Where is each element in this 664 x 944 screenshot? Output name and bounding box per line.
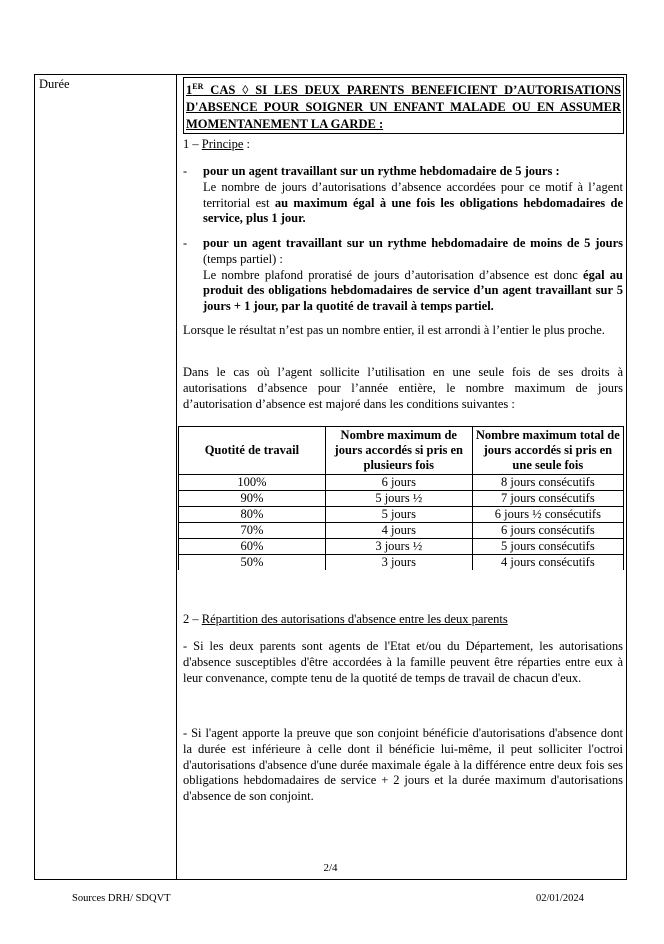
table-cell: 90%: [179, 491, 326, 507]
bullet-part-time-text: Le nombre plafond proratisé de jours d’autorisation d’absence est donc: [203, 267, 584, 282]
table-cell: 7 jours consécutifs: [472, 491, 623, 507]
footer-source: Sources DRH/ SDQVT: [72, 893, 171, 904]
repartition-paragraph-1: - Si les deux parents sont agents de l'Etat et/ou du Département, les autorisations d'absence susceptibles d'être accordées à la famille peuvent être réparties entre eux à leur convenance, compte tenu de la quotité de temps de travail de chacun d'eux.: [183, 639, 623, 685]
table-cell: 5 jours: [325, 507, 472, 523]
principe-title: Principe: [201, 137, 244, 151]
table-cell: 6 jours consécutifs: [472, 523, 623, 539]
bullet-part-time: [203, 236, 623, 315]
case-number: 1: [186, 83, 193, 98]
bullet-dash: -: [183, 236, 188, 250]
principe-heading: [183, 137, 623, 153]
table-cell: 5 jours ½: [325, 491, 472, 507]
table-row: [179, 555, 624, 571]
repartition-title: Répartition des autorisations d'absence entre les deux parents: [201, 612, 508, 626]
table-header: Nombre maximum total de jours accordés si pris en une seule fois: [472, 427, 623, 475]
table-cell: 3 jours ½: [325, 539, 472, 555]
table-header: Nombre maximum de jours accordés si pris en plusieurs fois: [325, 427, 472, 475]
bullet-5-days-title: pour un agent travaillant sur un rythme hebdomadaire de 5 jours :: [203, 164, 560, 178]
repartition-prefix: 2 –: [183, 612, 202, 626]
case-heading-text: CAS ◊ SI LES DEUX PARENTS BENEFICIENT D’AUTORISATIONS D'ABSENCE POUR SOIGNER UN ENFANT MALADE OU EN ASSUMER MOMENTANEMENT LA GARDE :: [186, 83, 621, 132]
table-row: [179, 507, 624, 523]
table-row: [179, 523, 624, 539]
table-cell: 6 jours: [325, 475, 472, 491]
principe-prefix: 1 –: [183, 137, 202, 151]
column-divider: [176, 75, 177, 879]
principe-suffix: :: [243, 137, 251, 151]
table-cell: 80%: [179, 507, 326, 523]
bullet-5-days-text: Le nombre de jours d’autorisations d’absence accordées pour ce motif à l’agent territorial est: [203, 179, 623, 210]
bullet-part-time-bold: égal au produit des obligations hebdomadaires de service d’un agent travaillant sur 5 jours + 1 jour, par la quotité de travail à temps partiel.: [203, 267, 623, 314]
table-header: Quotité de travail: [179, 427, 326, 475]
table-cell: 100%: [179, 475, 326, 491]
row-label: Durée: [39, 77, 70, 91]
table-cell: 4 jours: [325, 523, 472, 539]
table-row: [179, 539, 624, 555]
table-cell: 50%: [179, 555, 326, 571]
bullet-part-time-suffix: (temps partiel) :: [203, 251, 283, 266]
footer-date: 02/01/2024: [536, 893, 584, 904]
table-header-row: [179, 427, 624, 475]
quotite-table: [178, 426, 624, 570]
case-ordinal: ER: [192, 82, 204, 91]
table-cell: 4 jours consécutifs: [472, 555, 623, 571]
table-row: [179, 475, 624, 491]
page-number: 2/4: [323, 862, 338, 874]
repartition-heading: [183, 612, 623, 628]
case-heading: [183, 77, 624, 134]
bullet-5-days: [203, 164, 623, 227]
table-cell: 60%: [179, 539, 326, 555]
paragraph-rounding: Lorsque le résultat n’est pas un nombre entier, il est arrondi à l’entier le plus proche.: [183, 323, 605, 337]
table-cell: 8 jours consécutifs: [472, 475, 623, 491]
table-row: [179, 491, 624, 507]
paragraph-majoration: Dans le cas où l’agent sollicite l’utilisation en une seule fois de ses droits à autorisations d’absence pour l’année entière, le nombre maximum de jours d’autorisation d’absence est majoré dans les conditions suivantes :: [183, 365, 623, 411]
table-cell: 6 jours ½ consécutifs: [472, 507, 623, 523]
table-cell: 5 jours consécutifs: [472, 539, 623, 555]
table-cell: 70%: [179, 523, 326, 539]
repartition-paragraph-2: - Si l'agent apporte la preuve que son conjoint bénéficie d'autorisations d'absence dont la durée est inférieure à celle dont il bénéficie lui-même, il peut solliciter l'octroi d'autorisations d'absence d'une durée maximale égale à la différence entre deux fois ses obligations hebdomadaires de service + 2 jours et la durée maximum d'autorisations d'absence de son conjoint.: [183, 726, 623, 804]
document-frame: [34, 74, 627, 880]
bullet-part-time-title: pour un agent travaillant sur un rythme hebdomadaire de moins de 5 jours: [203, 236, 623, 250]
table-cell: 3 jours: [325, 555, 472, 571]
bullet-5-days-bold: au maximum égal à une fois les obligations hebdomadaires de service, plus 1 jour.: [203, 195, 623, 226]
bullet-dash: -: [183, 164, 188, 178]
